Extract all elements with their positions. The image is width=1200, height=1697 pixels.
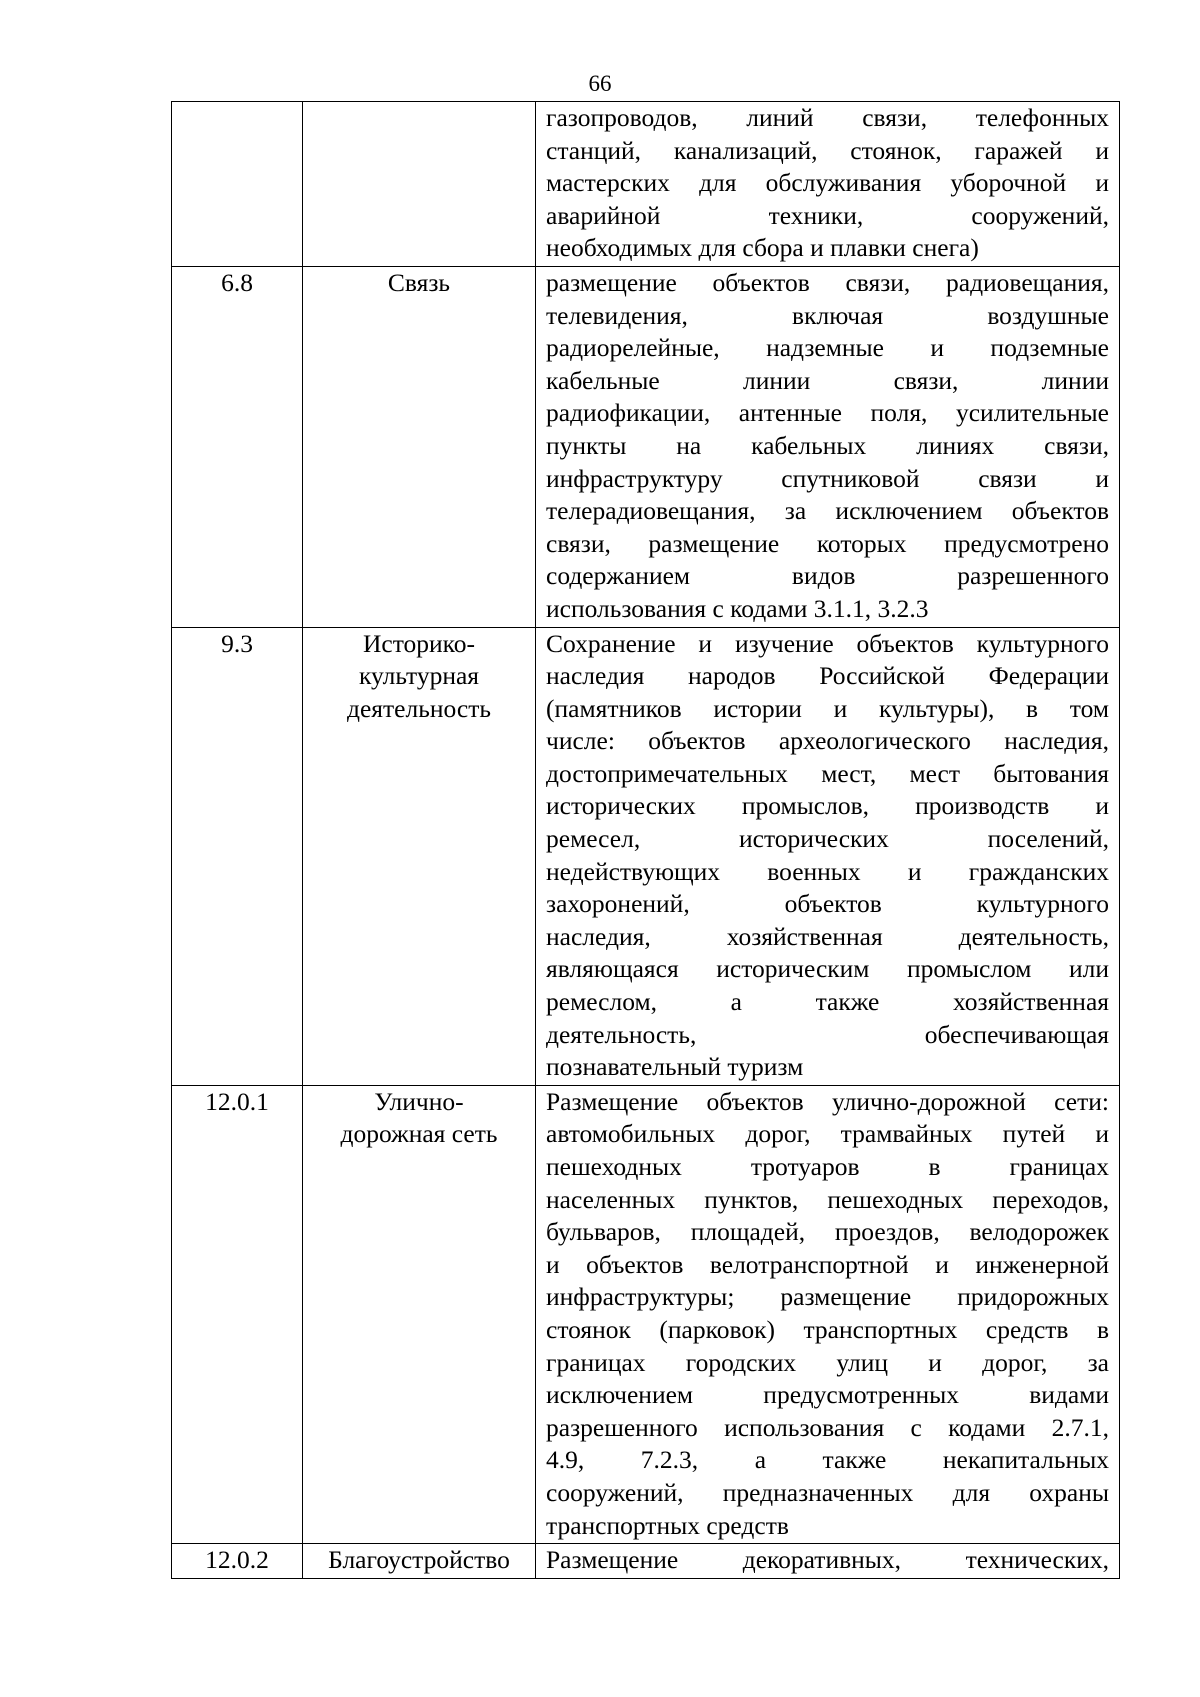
description-line: границах городских улиц и дорог, за bbox=[546, 1347, 1109, 1377]
land-use-table bbox=[171, 101, 1120, 1579]
land-use-name-cell bbox=[303, 627, 536, 1085]
description-line: достопримечательных мест, мест бытования bbox=[546, 758, 1109, 788]
description-line: необходимых для сбора и плавки снега) bbox=[546, 233, 979, 263]
land-use-name-line: культурная bbox=[358, 661, 480, 691]
description-line: (памятников истории и культуры), в том bbox=[546, 693, 1109, 723]
land-use-name-line: Благоустройство bbox=[328, 1545, 510, 1575]
description-line: бульваров, площадей, проездов, велодорожек bbox=[546, 1217, 1109, 1247]
description-line: наследия, хозяйственная деятельность, bbox=[546, 921, 1109, 951]
page-number: 66 bbox=[588, 71, 612, 96]
land-use-code-cell: 9.3 bbox=[172, 627, 303, 1085]
description-line: пункты на кабельных линиях связи, bbox=[546, 430, 1109, 460]
land-use-name-line: деятельность bbox=[347, 693, 491, 723]
description-line: Сохранение и изучение объектов культурного bbox=[546, 628, 1109, 658]
description-line: ремесел, исторических поселений, bbox=[546, 824, 1109, 854]
description-line: познавательный туризм bbox=[546, 1052, 804, 1082]
table-row bbox=[172, 1544, 1120, 1579]
description-line: захоронений, объектов культурного bbox=[546, 889, 1109, 919]
land-use-description-cell bbox=[536, 1544, 1120, 1579]
description-line: являющаяся историческим промыслом или bbox=[546, 954, 1109, 984]
description-line: содержанием видов разрешенного bbox=[546, 561, 1109, 591]
land-use-description-cell bbox=[536, 102, 1120, 267]
description-line: транспортных средств bbox=[546, 1510, 789, 1540]
description-line: размещение объектов связи, радиовещания, bbox=[546, 267, 1109, 297]
table-row bbox=[172, 1085, 1120, 1543]
land-use-name-cell bbox=[303, 266, 536, 627]
table-row bbox=[172, 627, 1120, 1085]
description-line: наследия народов Российской Федерации bbox=[546, 661, 1109, 691]
description-line: кабельные линии связи, линии bbox=[546, 365, 1109, 395]
land-use-name-line: дорожная сеть bbox=[340, 1119, 498, 1149]
land-use-code-cell: 6.8 bbox=[172, 266, 303, 627]
description-line: мастерских для обслуживания уборочной и bbox=[546, 168, 1109, 198]
description-line: исключением предусмотренных видами bbox=[546, 1380, 1109, 1410]
description-line: и объектов велотранспортной и инженерной bbox=[546, 1249, 1109, 1279]
land-use-name-line: Связь bbox=[387, 267, 451, 297]
description-line: аварийной техники, сооружений, bbox=[546, 200, 1109, 230]
description-line: телевидения, включая воздушные bbox=[546, 300, 1109, 330]
description-line: радиорелейные, надземные и подземные bbox=[546, 333, 1109, 363]
land-use-name-line: Улично- bbox=[374, 1086, 464, 1116]
description-line: инфраструктуры; размещение придорожных bbox=[546, 1282, 1109, 1312]
land-use-description-cell bbox=[536, 1085, 1120, 1543]
description-line: Размещение объектов улично-дорожной сети: bbox=[546, 1086, 1109, 1116]
description-line: пешеходных тротуаров в границах bbox=[546, 1152, 1109, 1181]
description-line: стоянок (парковок) транспортных средств в bbox=[546, 1314, 1109, 1344]
description-line: недействующих военных и гражданских bbox=[546, 856, 1109, 886]
table-body bbox=[172, 102, 1120, 1579]
description-line: использования с кодами 3.1.1, 3.2.3 bbox=[546, 593, 929, 623]
description-line: Размещение декоративных, технических, bbox=[546, 1545, 1109, 1575]
description-line: населенных пунктов, пешеходных переходов, bbox=[546, 1184, 1109, 1214]
description-line: деятельность, обеспечивающая bbox=[546, 1019, 1109, 1049]
table-row bbox=[172, 266, 1120, 627]
description-line: станций, канализаций, стоянок, гаражей и bbox=[546, 135, 1109, 165]
land-use-name-line: Историко- bbox=[362, 628, 476, 658]
table-row bbox=[172, 102, 1120, 267]
description-line: радиофикации, антенные поля, усилительные bbox=[546, 398, 1109, 428]
description-line: ремеслом, а также хозяйственная bbox=[546, 987, 1109, 1017]
description-line: телерадиовещания, за исключением объектов bbox=[546, 496, 1109, 526]
land-use-description-cell bbox=[536, 627, 1120, 1085]
description-line: автомобильных дорог, трамвайных путей и bbox=[546, 1119, 1109, 1149]
description-line: разрешенного использования с кодами 2.7.1, bbox=[546, 1412, 1109, 1442]
land-use-code-cell: 12.0.1 bbox=[172, 1085, 303, 1543]
land-use-code-cell bbox=[172, 102, 303, 267]
description-line: инфраструктуру спутниковой связи и bbox=[546, 463, 1109, 493]
description-line: исторических промыслов, производств и bbox=[546, 791, 1109, 821]
land-use-name-cell bbox=[303, 1544, 536, 1579]
description-line: связи, размещение которых предусмотрено bbox=[546, 528, 1109, 558]
land-use-name-cell bbox=[303, 1085, 536, 1543]
land-use-name-cell bbox=[303, 102, 536, 267]
description-line: газопроводов, линий связи, телефонных bbox=[546, 103, 1109, 132]
land-use-code-cell: 12.0.2 bbox=[172, 1544, 303, 1579]
land-use-description-cell bbox=[536, 266, 1120, 627]
description-line: числе: объектов археологического наследия, bbox=[546, 726, 1109, 756]
description-line: сооружений, предназначенных для охраны bbox=[546, 1477, 1109, 1507]
description-line: 4.9, 7.2.3, а также некапитальных bbox=[546, 1445, 1109, 1475]
